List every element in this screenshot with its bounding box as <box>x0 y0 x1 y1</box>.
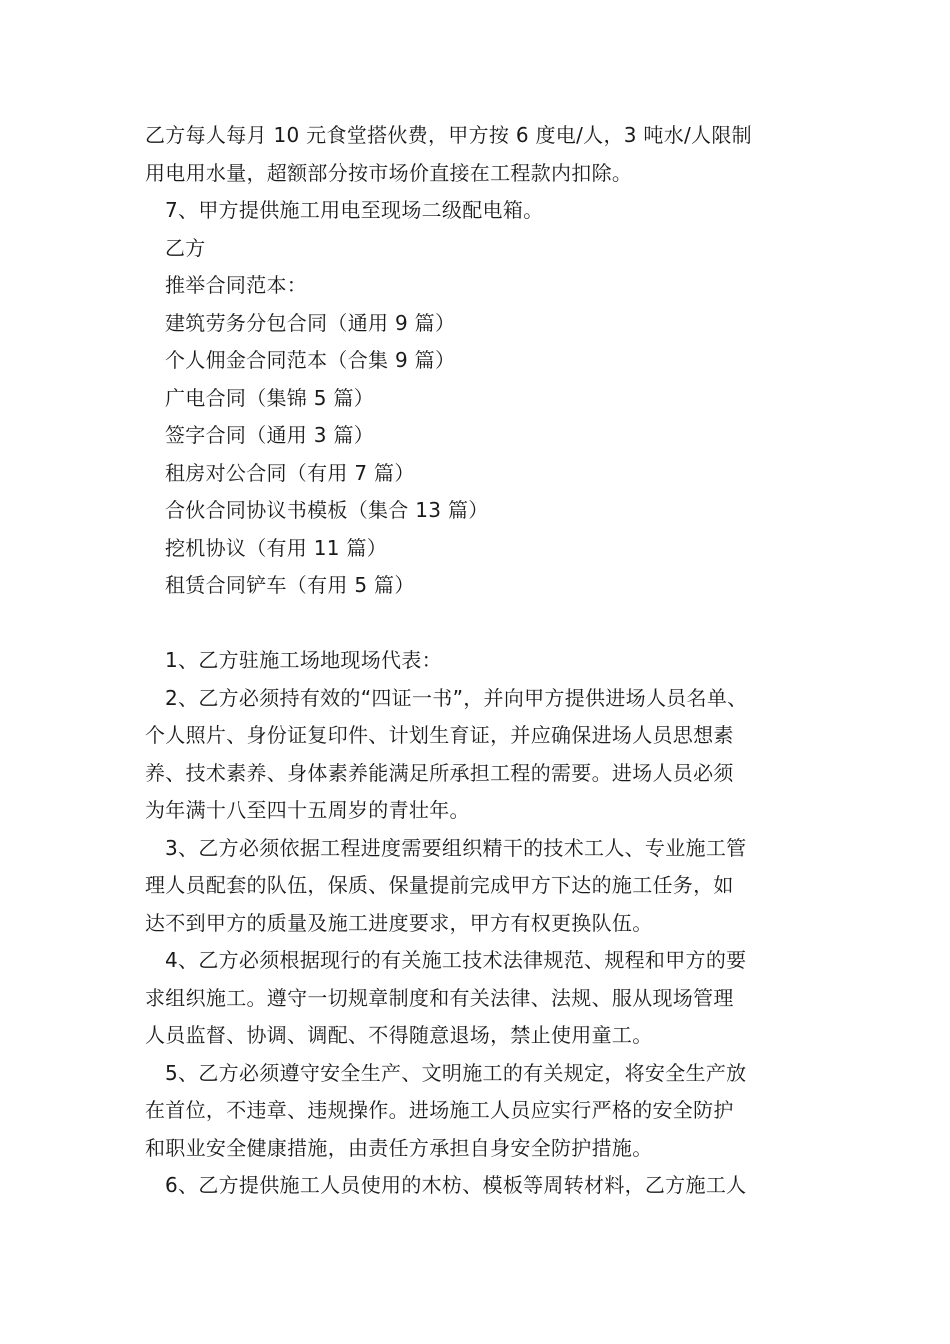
clause-line: 求组织施工。遵守一切规章制度和有关法律、法规、服从现场管理 <box>145 985 734 1010</box>
clause-line: 在首位，不违章、违规操作。进场施工人员应实行严格的安全防护 <box>145 1098 734 1122</box>
paragraph-line: 用电用水量，超额部分按市场价直接在工程款内扣除。 <box>145 160 633 185</box>
recommended-item: 个人佣金合同范本（合集 9 篇） <box>165 348 456 372</box>
clause-line: 2、乙方必须持有效的“四证一书”，并向甲方提供进场人员名单、 <box>165 685 748 710</box>
clause-line: 理人员配套的队伍，保质、保量提前完成甲方下达的施工任务，如 <box>145 873 734 897</box>
clause-line: 和职业安全健康措施，由责任方承担自身安全防护措施。 <box>145 1135 653 1160</box>
clause-line: 达不到甲方的质量及施工进度要求，甲方有权更换队伍。 <box>145 910 653 935</box>
recommended-item: 广电合同（集锦 5 篇） <box>165 385 375 410</box>
paragraph-line: 乙方每人每月 10 元食堂搭伙费，甲方按 6 度电/人，3 吨水/人限制 <box>145 123 752 147</box>
recommended-item: 租赁合同铲车（有用 5 篇） <box>165 573 415 597</box>
recommended-item: 租房对公合同（有用 7 篇） <box>165 460 415 485</box>
recommended-item: 签字合同（通用 3 篇） <box>165 423 375 447</box>
clause-line: 1、乙方驻施工场地现场代表： <box>165 648 442 672</box>
clause-line: 人员监督、协调、调配、不得随意退场，禁止使用童工。 <box>145 1023 653 1047</box>
clause-line: 3、乙方必须依据工程进度需要组织精干的技术工人、专业施工管 <box>165 835 747 860</box>
recommended-item: 挖机协议（有用 11 篇） <box>165 535 388 560</box>
clause-line: 为年满十八至四十五周岁的青壮年。 <box>145 798 470 822</box>
clause-line: 4、乙方必须根据现行的有关施工技术法律规范、规程和甲方的要 <box>165 948 747 972</box>
clause-line: 养、技术素养、身体素养能满足所承担工程的需要。进场人员必须 <box>145 760 734 785</box>
document-body <box>145 117 815 1205</box>
party-label: 乙方 <box>165 235 206 260</box>
clause-line: 6、乙方提供施工人员使用的木枋、模板等周转材料，乙方施工人 <box>165 1173 747 1197</box>
recommended-heading: 推举合同范本： <box>165 273 308 297</box>
recommended-item: 合伙合同协议书模板（集合 13 篇） <box>165 498 489 522</box>
spacer <box>145 605 815 643</box>
recommended-item: 建筑劳务分包合同（通用 9 篇） <box>165 310 456 335</box>
clause-line: 个人照片、身份证复印件、计划生育证，并应确保进场人员思想素 <box>145 723 734 747</box>
clause-line: 5、乙方必须遵守安全生产、文明施工的有关规定，将安全生产放 <box>165 1060 747 1085</box>
paragraph-line: 7、甲方提供施工用电至现场二级配电箱。 <box>165 198 544 222</box>
